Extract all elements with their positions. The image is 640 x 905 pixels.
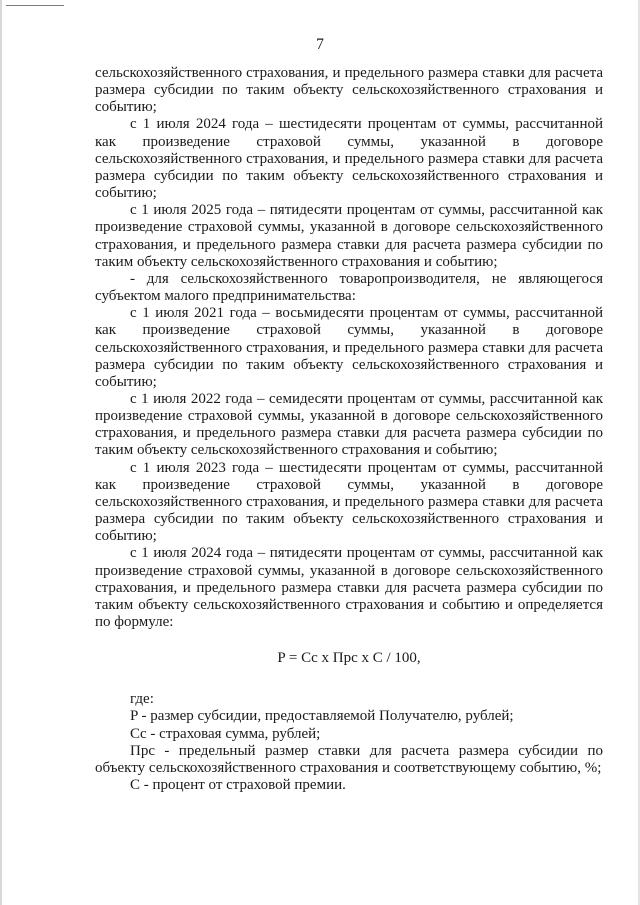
paragraph: с 1 июля 2024 года – шестидесяти процентам от суммы, рассчитанной как произведение страховой суммы, указанной в договоре сельскохозяйственного страхования, и предельного размера ставки для расчета размера субсидии по таким объекту сельскохозяйственного страхования и событию;: [95, 116, 603, 202]
paragraph: сельскохозяйственного страхования, и предельного размера ставки для расчета размера субсидии по таким объекту сельскохозяйственного страхования и событию;: [95, 65, 603, 116]
paragraph: с 1 июля 2021 года – восьмидесяти процентам от суммы, рассчитанной как произведение страховой суммы, указанной в договоре сельскохозяйственного страхования, и предельного размера ставки для расчета размера субсидии по таким объекту сельскохозяйственного страхования и событию;: [95, 305, 603, 390]
where-label: где:: [130, 691, 154, 708]
scan-top-mark: [6, 5, 64, 12]
formula: P = Cc x Прс x C / 100,: [277, 650, 421, 667]
paragraph: с 1 июля 2025 года – пятидесяти процентам от суммы, рассчитанной как произведение страховой суммы, указанной в договоре сельскохозяйственного страхования, и предельного размера ставки для расчета размера субсидии по таким объекту сельскохозяйственного страхования и событию;: [95, 202, 603, 270]
definition-item: C - процент от страховой премии.: [130, 777, 346, 794]
page-number: 7: [316, 36, 324, 53]
definition-item: Cc - страховая сумма, рублей;: [130, 725, 321, 742]
paragraph: с 1 июля 2023 года – шестидесяти процентам от суммы, рассчитанной как произведение страховой суммы, указанной в договоре сельскохозяйственного страхования, и предельного размера ставки для расчета размера субсидии по таким объекту сельскохозяйственного страхования и событию;: [95, 459, 603, 545]
paragraph: с 1 июля 2024 года – пятидесяти процентам от суммы, рассчитанной как произведение страховой суммы, указанной в договоре сельскохозяйственного страхования, и предельного размера ставки для расчета размера субсидии по таким объекту сельскохозяйственного страхования и событию и определяется по формуле:: [95, 545, 603, 630]
definition-item: P - размер субсидии, предоставляемой Получателю, рублей;: [130, 708, 514, 725]
paragraph: с 1 июля 2022 года – семидесяти процентам от суммы, рассчитанной как произведение страховой суммы, указанной в договоре сельскохозяйственного страхования, и предельного размера ставки для расчета размера субсидии по таким объекту сельскохозяйственного страхования и событию;: [95, 390, 603, 459]
definition-item: Прс - предельный размер ставки для расчета размера субсидии по объекту сельскохозяйственного страхования и соответствующему событию, %;: [95, 742, 603, 776]
paragraph: - для сельскохозяйственного товаропроизводителя, не являющегося субъектом малого предпринимательства:: [95, 270, 603, 305]
document-body: [95, 65, 603, 794]
